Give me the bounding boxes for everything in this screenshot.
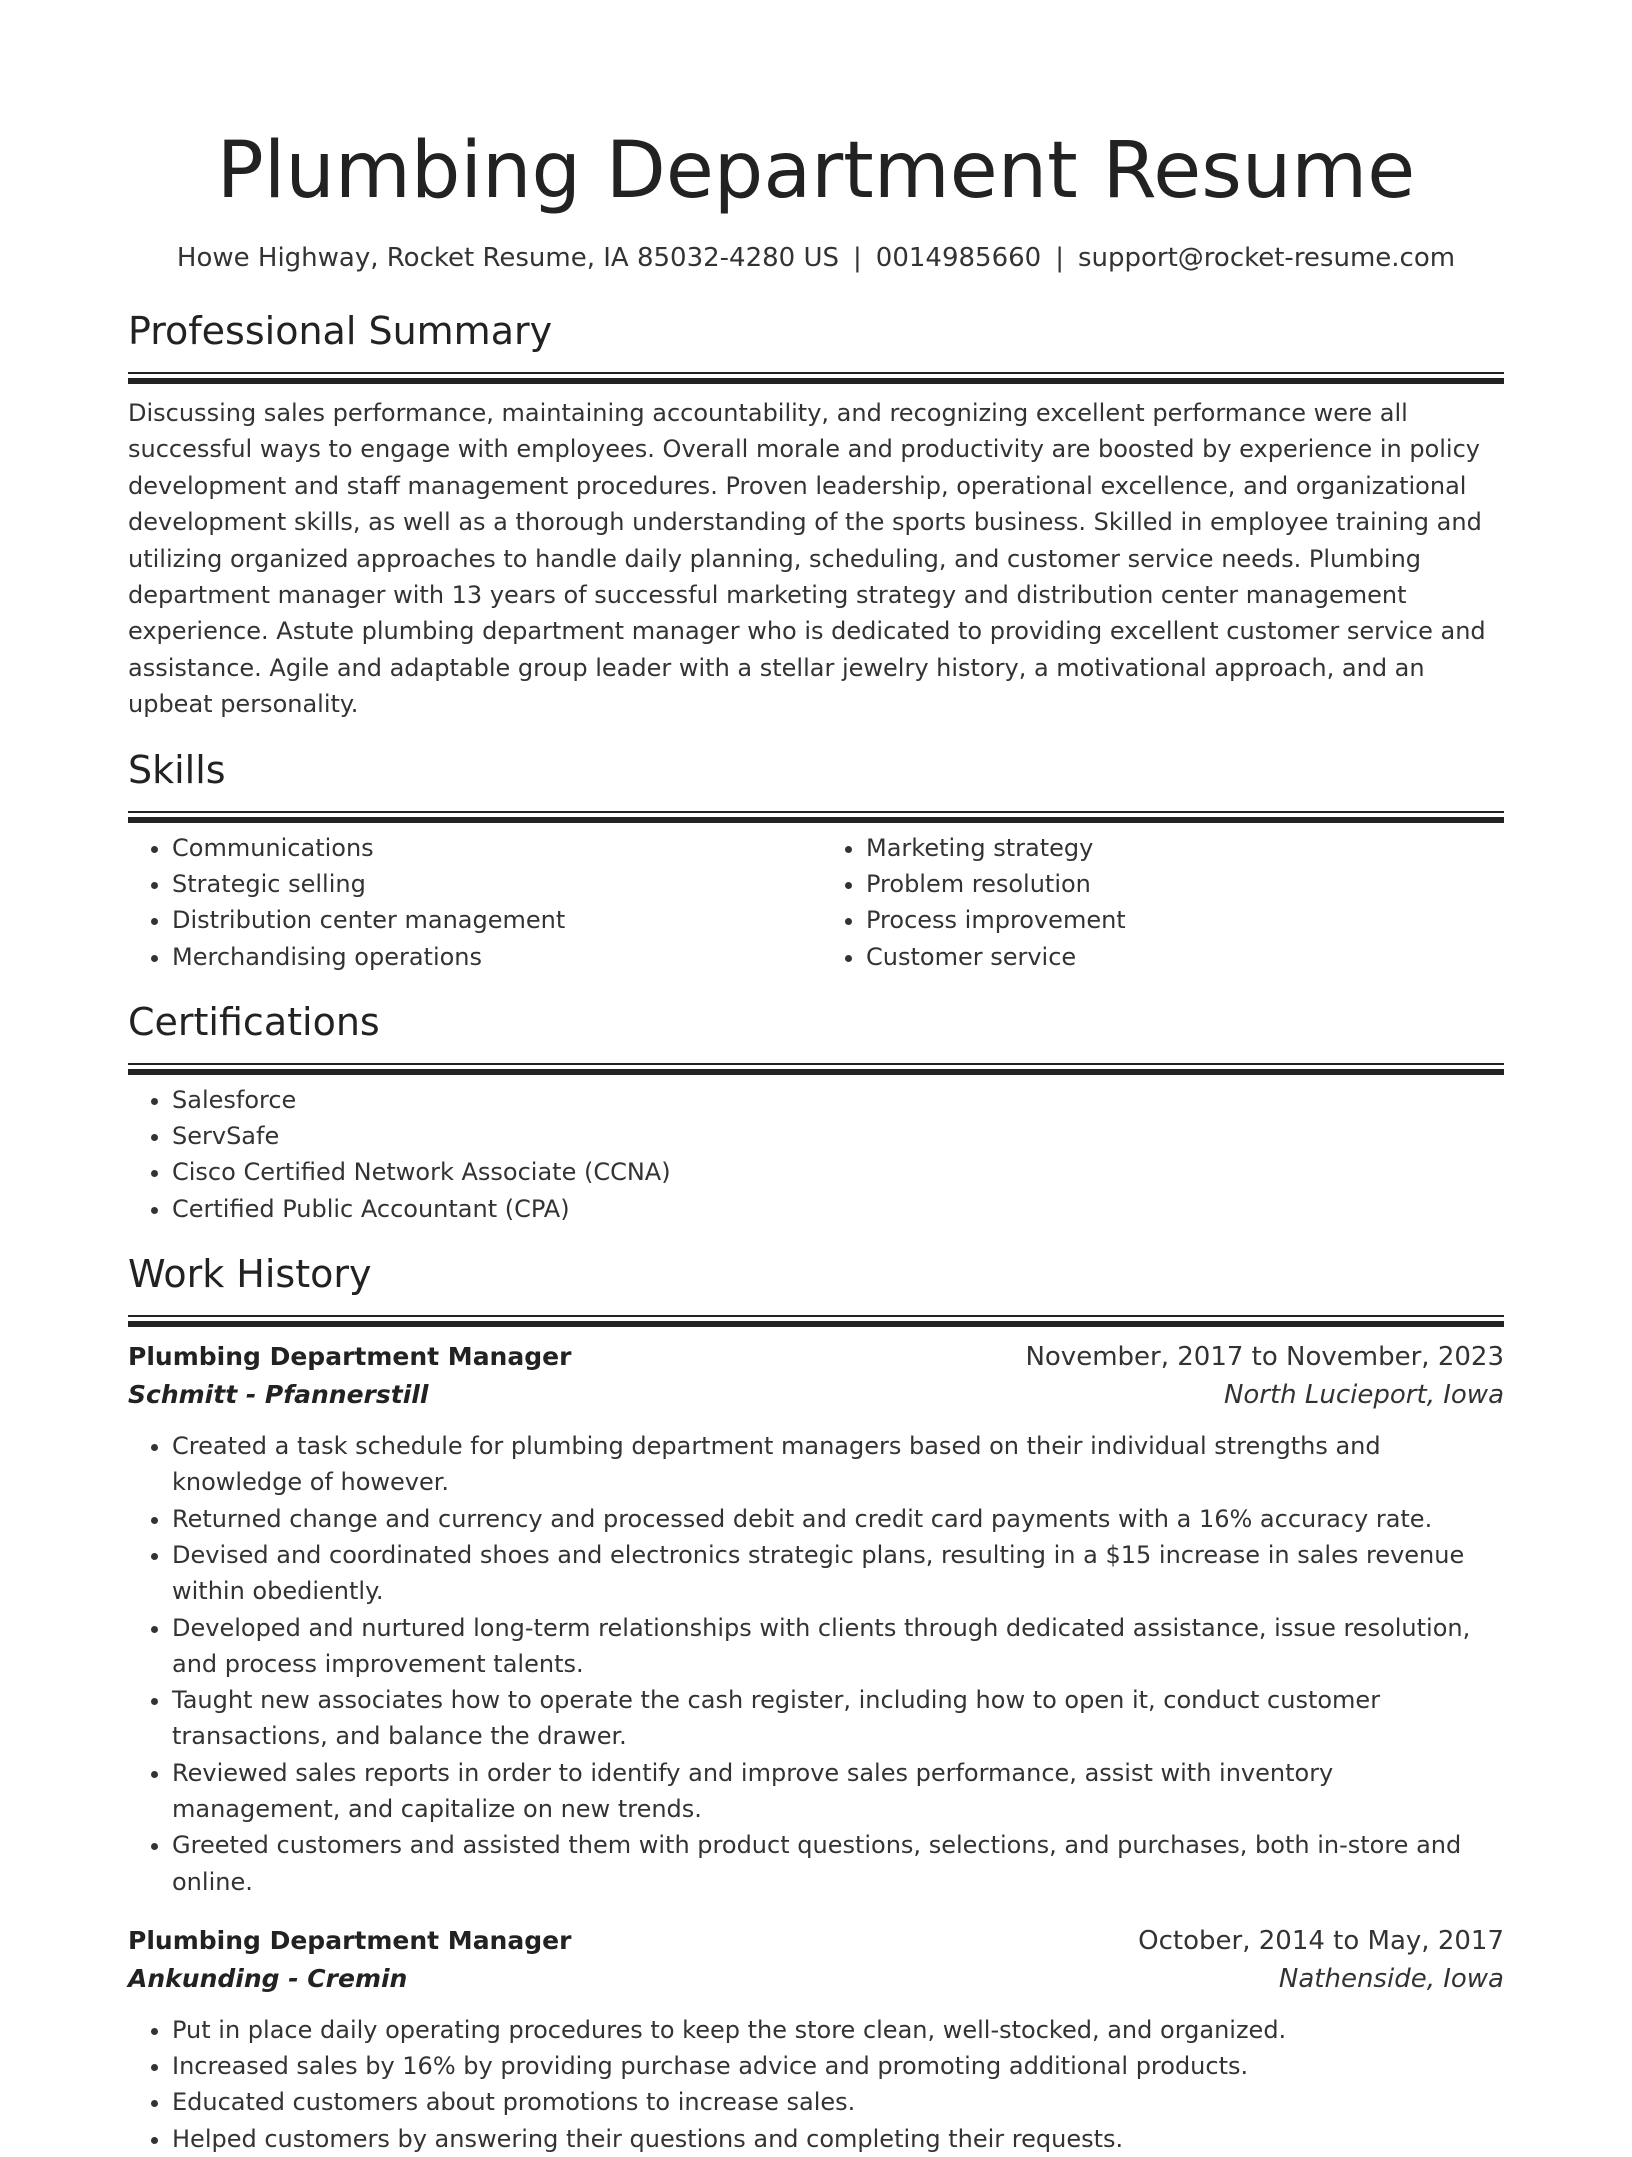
job-location: North Lucieport, Iowa xyxy=(1223,1380,1504,1411)
job-entry xyxy=(128,1338,1504,1900)
job-company: Ankunding - Cremin xyxy=(128,1963,408,1993)
section-divider xyxy=(128,1063,1504,1068)
certification-item: • Certified Public Accountant (CPA) xyxy=(172,1191,1504,1227)
contact-email: support@rocket-resume.com xyxy=(1077,243,1456,273)
job-duty: • Educated customers about promotions to increase sales. xyxy=(172,2084,1504,2120)
work-history-section xyxy=(128,1249,1504,2157)
skill-item: • Problem resolution xyxy=(866,866,1504,902)
job-dates: October, 2014 to May, 2017 xyxy=(1138,1925,1504,1956)
job-header xyxy=(128,1338,1504,1376)
skill-item: • Communications xyxy=(172,830,816,866)
skill-item: • Merchandising operations xyxy=(172,939,816,975)
job-title: Plumbing Department Manager xyxy=(128,1342,572,1372)
section-title: Skills xyxy=(128,747,226,792)
contact-address: Howe Highway, Rocket Resume, IA 85032-4280 US xyxy=(176,243,840,273)
certification-item: • Salesforce xyxy=(172,1082,1504,1118)
job-duty: • Reviewed sales reports in order to identify and improve sales performance, assist with inventory management, and capitalize on new trends. xyxy=(172,1755,1504,1828)
certification-item: • Cisco Certified Network Associate (CCNA) xyxy=(172,1154,1504,1190)
job-duty: • Developed and nurtured long-term relationships with clients through dedicated assistance, issue resolution, and process improvement talents. xyxy=(172,1610,1504,1683)
job-location: Nathenside, Iowa xyxy=(1278,1963,1504,1994)
job-header xyxy=(128,1922,1504,1960)
contact-separator: | xyxy=(1055,243,1064,273)
section-title: Work History xyxy=(128,1252,372,1297)
skill-item: • Customer service xyxy=(866,939,1504,975)
certification-item: • ServSafe xyxy=(172,1118,1504,1154)
skill-item: • Process improvement xyxy=(866,902,1504,938)
certifications-section xyxy=(128,997,1504,1227)
job-duty: • Greeted customers and assisted them with product questions, selections, and purchases, both in-store and online. xyxy=(172,1827,1504,1900)
job-duty: • Returned change and currency and processed debit and credit card payments with a 16% accuracy rate. xyxy=(172,1501,1504,1537)
skills-list-left xyxy=(128,830,816,975)
skills-section xyxy=(128,745,1504,975)
job-duty: • Helped customers by answering their questions and completing their requests. xyxy=(172,2121,1504,2157)
section-title: Professional Summary xyxy=(128,309,553,353)
job-duties-list xyxy=(128,1428,1504,1900)
job-duty: • Put in place daily operating procedures to keep the store clean, well-stocked, and organized. xyxy=(172,2012,1504,2048)
job-duty: • Devised and coordinated shoes and electronics strategic plans, resulting in a $15 increase in sales revenue within obediently. xyxy=(172,1537,1504,1610)
job-duty: • Created a task schedule for plumbing department managers based on their individual strengths and knowledge of however. xyxy=(172,1428,1504,1501)
job-title: Plumbing Department Manager xyxy=(128,1925,572,1955)
job-duty: • Increased sales by 16% by providing purchase advice and promoting additional products. xyxy=(172,2048,1504,2084)
job-subheader xyxy=(128,1376,1504,1414)
contact-separator: | xyxy=(853,243,862,273)
skill-item: • Strategic selling xyxy=(172,866,816,902)
skills-list-right xyxy=(816,830,1504,975)
skills-grid xyxy=(128,816,1504,975)
section-divider xyxy=(128,1315,1504,1320)
job-duties-list xyxy=(128,2012,1504,2157)
skill-item: • Marketing strategy xyxy=(866,830,1504,866)
resume-title: Plumbing Department Resume xyxy=(216,126,1416,216)
job-subheader xyxy=(128,1960,1504,1998)
summary-section xyxy=(128,306,1504,723)
job-dates: November, 2017 to November, 2023 xyxy=(1025,1342,1504,1373)
skill-item: • Distribution center management xyxy=(172,902,816,938)
certifications-list xyxy=(128,1082,1504,1227)
summary-text: Discussing sales performance, maintaining accountability, and recognizing excellent performance were all successful ways to engage with employees. Overall morale and productivity are boosted by experience in policy development and staff management procedures. Proven leadership, operational excellence, and organizational development skills, as well as a thorough understanding of the sports business. Skilled in employee training and utilizing organized approaches to handle daily planning, scheduling, and customer service needs. Plumbing department manager with 13 years of successful marketing strategy and distribution center management experience. Astute plumbing department manager who is dedicated to providing excellent customer service and assistance. Agile and adaptable group leader with a stellar jewelry history, a motivational approach, and an upbeat personality. xyxy=(128,399,1486,719)
contact-line xyxy=(128,240,1504,276)
section-title: Certifications xyxy=(128,999,380,1044)
job-duty: • Taught new associates how to operate the cash register, including how to open it, conduct customer transactions, and balance the drawer. xyxy=(172,1682,1504,1755)
job-entry xyxy=(128,1922,1504,2157)
section-divider xyxy=(128,372,1504,377)
contact-phone: 0014985660 xyxy=(875,243,1042,273)
job-company: Schmitt - Pfannerstill xyxy=(128,1380,429,1410)
